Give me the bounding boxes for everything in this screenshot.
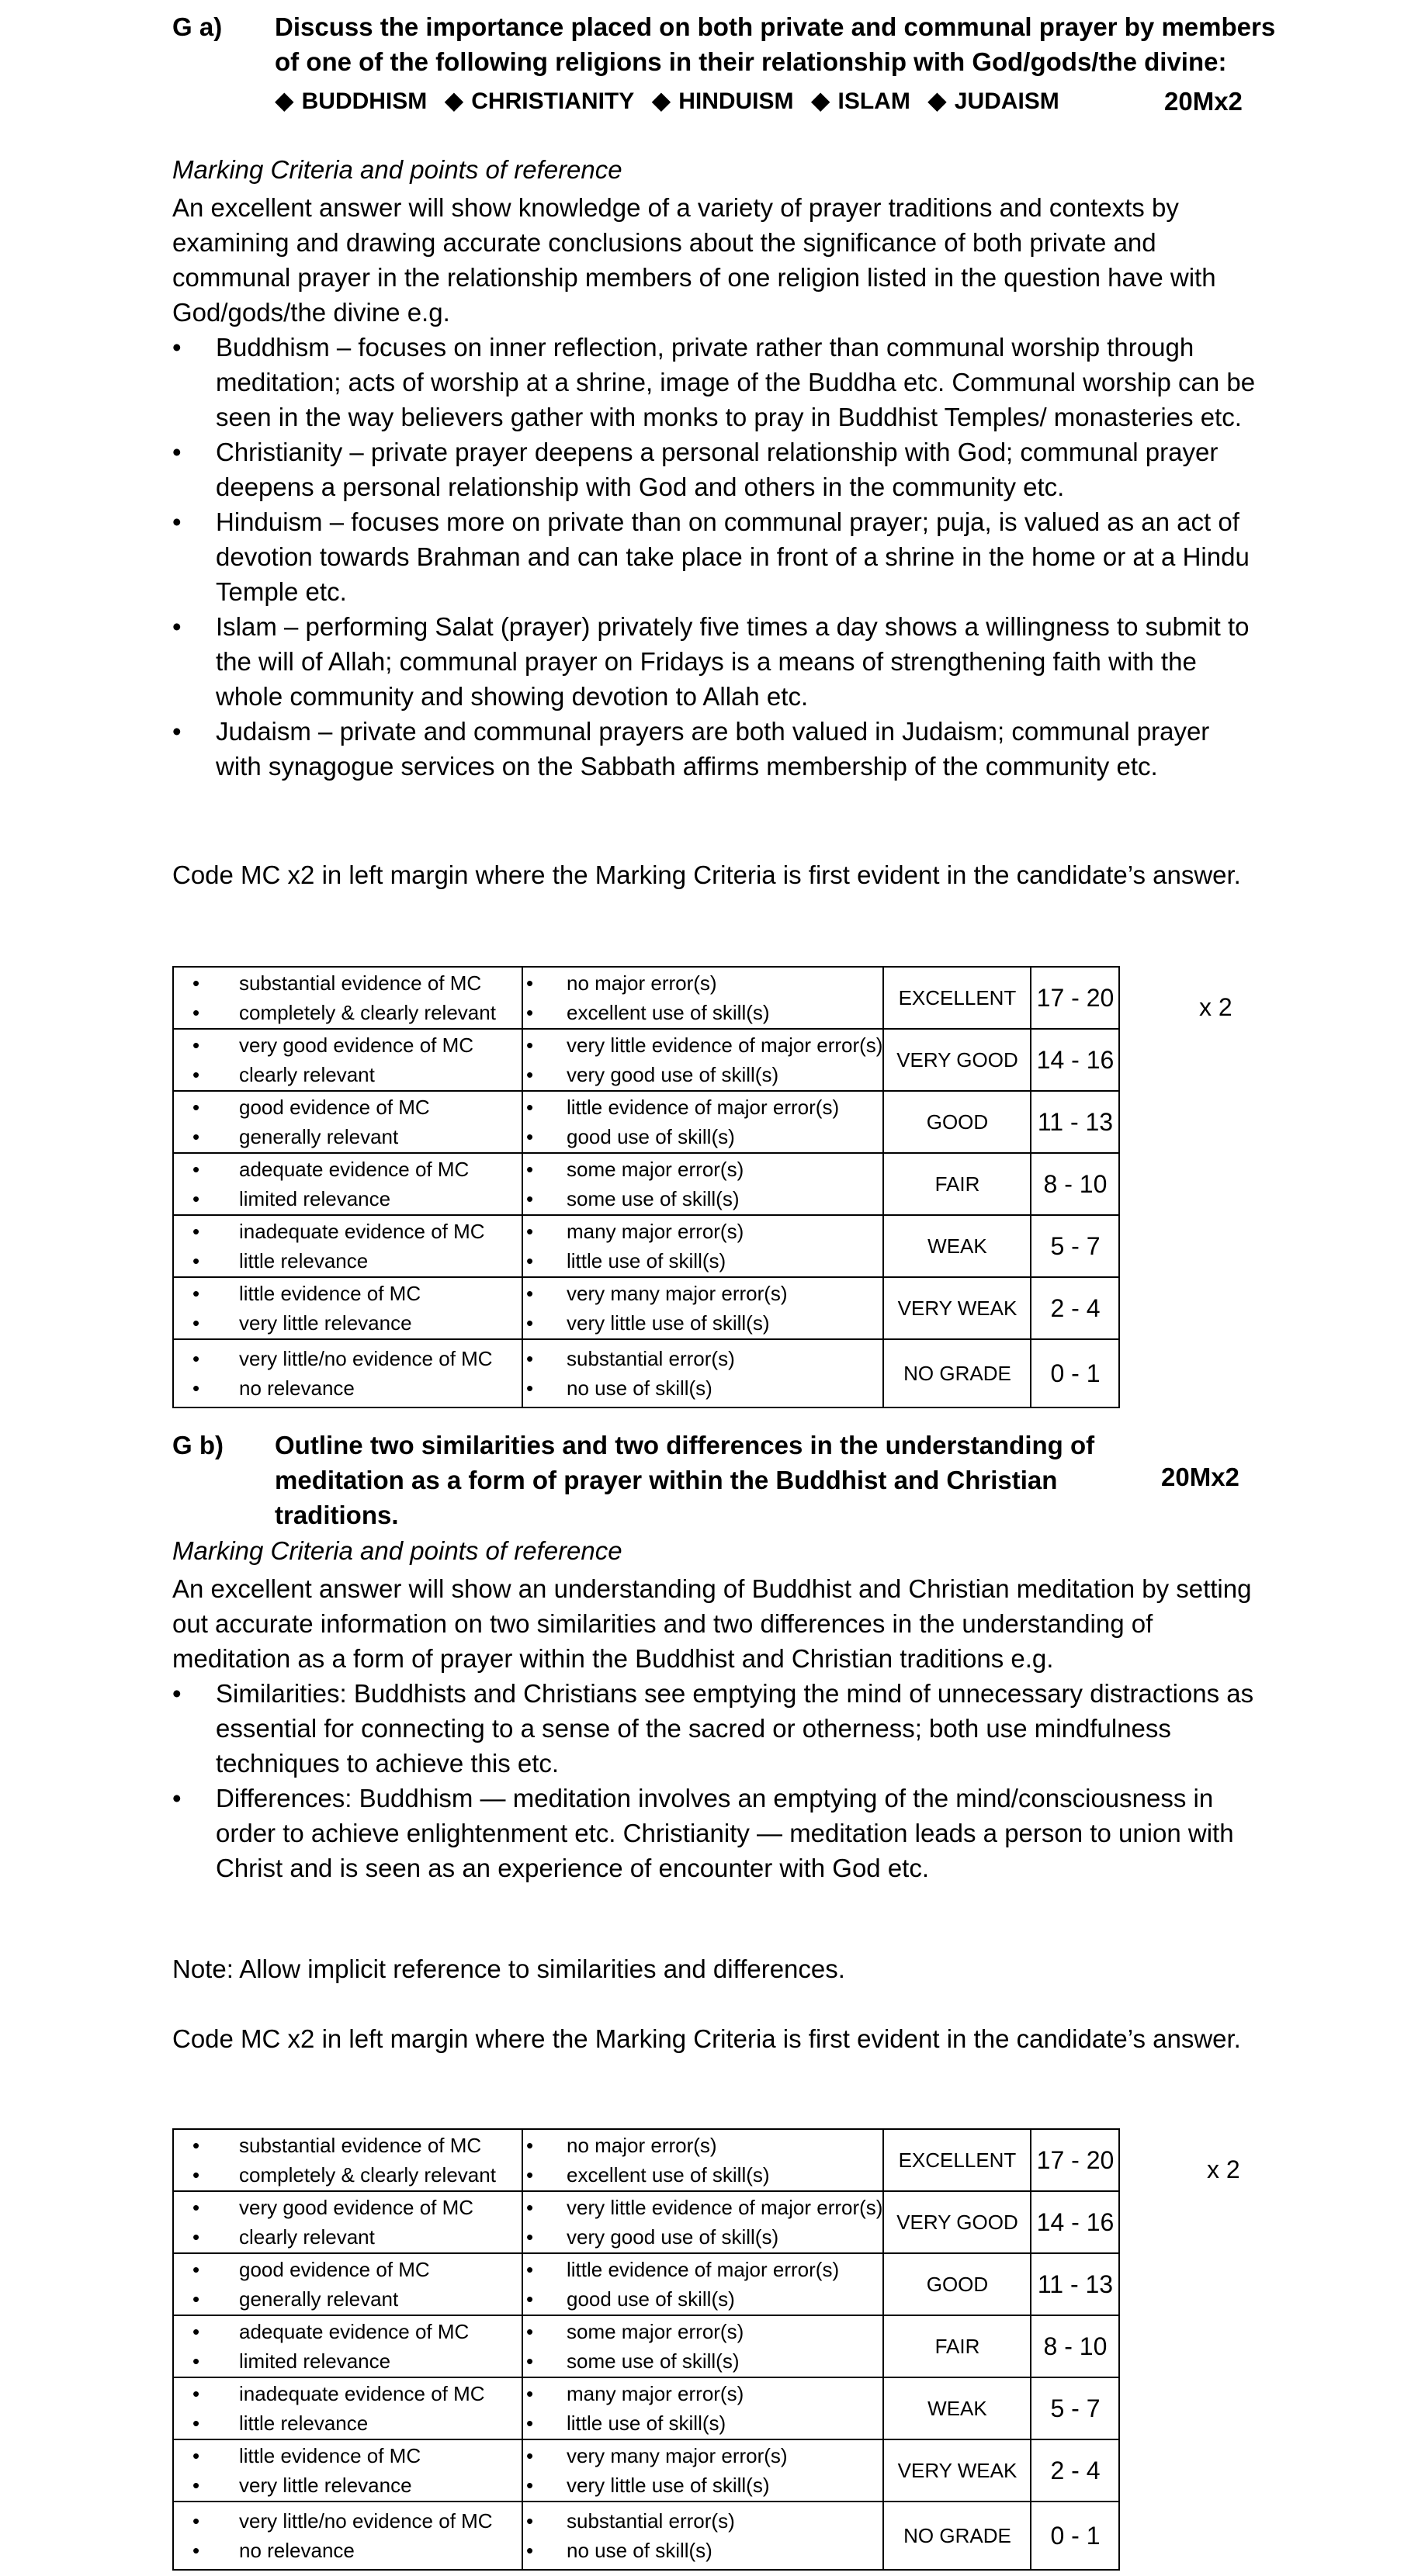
bullet-icon: • — [192, 1001, 200, 1024]
criterion-line — [523, 2255, 882, 2284]
bullet-icon: • — [526, 1376, 534, 1400]
question-b-note: Note: Allow implicit reference to similarities and differences. — [172, 1955, 845, 1983]
criterion-text: very little relevance — [239, 1311, 412, 1335]
criterion-text: completely & clearly relevant — [239, 2163, 496, 2186]
religion-item: ISLAM — [837, 88, 910, 114]
criterion-line — [523, 1184, 882, 1214]
bullet-icon: • — [526, 971, 534, 995]
evidence-cell — [173, 2439, 522, 2502]
criterion-line — [523, 1344, 882, 1373]
list-item — [172, 330, 1259, 435]
criterion-line — [523, 1217, 882, 1246]
criterion-text: no relevance — [239, 1376, 355, 1400]
bullet-icon: • — [172, 507, 182, 536]
criterion-text: limited relevance — [239, 1187, 391, 1210]
question-b-marks: 20Mx2 — [1161, 1463, 1239, 1491]
criterion-text: some major error(s) — [567, 1158, 744, 1181]
criterion-line — [523, 1373, 882, 1403]
criterion-line — [523, 2346, 882, 2376]
table-row — [173, 2191, 1119, 2253]
criterion-text: no relevance — [239, 2539, 355, 2562]
bullet-icon: • — [192, 1034, 200, 1057]
criterion-line — [523, 2317, 882, 2346]
criterion-line — [174, 2284, 522, 2314]
bullet-icon: • — [526, 1282, 534, 1305]
criterion-text: limited relevance — [239, 2349, 391, 2373]
mark-range-cell: 14 - 16 — [1031, 2191, 1119, 2253]
list-item — [172, 504, 1259, 609]
criterion-line — [174, 1092, 522, 1122]
skill-cell — [522, 2377, 883, 2439]
table-row — [173, 2253, 1119, 2315]
table-row — [173, 2129, 1119, 2191]
bullet-icon: • — [526, 1220, 534, 1243]
mark-range-cell: 14 - 16 — [1031, 1029, 1119, 1091]
grade-table-body — [173, 2129, 1119, 2570]
bullet-icon: • — [192, 1096, 200, 1119]
criterion-line — [523, 998, 882, 1027]
skill-cell — [522, 1277, 883, 1339]
bullet-icon: • — [526, 2196, 534, 2219]
bullet-icon: • — [526, 1096, 534, 1119]
criterion-line — [174, 2470, 522, 2500]
criterion-line — [523, 2379, 882, 2408]
criterion-text: very little evidence of major error(s) — [567, 2196, 883, 2219]
skill-cell — [522, 2502, 883, 2570]
mark-range-cell: 5 - 7 — [1031, 1215, 1119, 1277]
mark-range-cell: 5 - 7 — [1031, 2377, 1119, 2439]
criterion-line — [523, 2441, 882, 2470]
criterion-text: little relevance — [239, 1249, 369, 1272]
criterion-text: very good use of skill(s) — [567, 1063, 779, 1086]
criterion-text: clearly relevant — [239, 1063, 375, 1086]
bullet-icon: • — [192, 1376, 200, 1400]
list-item — [172, 714, 1259, 784]
table-row — [173, 1091, 1119, 1153]
criterion-text: substantial error(s) — [567, 2509, 735, 2533]
grade-cell: NO GRADE — [883, 2502, 1031, 2570]
mark-range-cell: 2 - 4 — [1031, 2439, 1119, 2502]
bullet-icon: • — [192, 2320, 200, 2343]
grade-table-body — [173, 967, 1119, 1407]
skill-cell — [522, 1339, 883, 1407]
mark-range-cell: 0 - 1 — [1031, 2502, 1119, 2570]
point-text: Judaism – private and communal prayers are both valued in Judaism; communal prayer with synagogue services on the Sabbath affirms membership of the community etc. — [216, 717, 1210, 781]
mark-range-cell: 2 - 4 — [1031, 1277, 1119, 1339]
grade-cell: VERY GOOD — [883, 2191, 1031, 2253]
grade-cell: WEAK — [883, 1215, 1031, 1277]
bullet-icon: • — [192, 2258, 200, 2281]
criterion-line — [174, 2317, 522, 2346]
criterion-line — [174, 2441, 522, 2470]
bullet-icon: • — [192, 2163, 200, 2186]
bullet-icon: • — [526, 1001, 534, 1024]
criterion-line — [523, 2284, 882, 2314]
criterion-line — [523, 2506, 882, 2536]
bullet-icon: • — [526, 1347, 534, 1370]
evidence-cell — [173, 2191, 522, 2253]
grade-cell: NO GRADE — [883, 1339, 1031, 1407]
grade-cell: EXCELLENT — [883, 967, 1031, 1029]
diamond-icon: ◆ — [275, 86, 294, 114]
criterion-text: very little relevance — [239, 2474, 412, 2497]
religion-item: CHRISTIANITY — [471, 88, 635, 114]
skill-cell — [522, 967, 883, 1029]
criterion-text: very little use of skill(s) — [567, 1311, 770, 1335]
bullet-icon: • — [192, 2225, 200, 2249]
table-row — [173, 1339, 1119, 1407]
criterion-text: very little use of skill(s) — [567, 2474, 770, 2497]
criterion-text: many major error(s) — [567, 2382, 744, 2405]
diamond-icon: ◆ — [810, 86, 830, 114]
skill-cell — [522, 2191, 883, 2253]
point-text: Christianity – private prayer deepens a personal relationship with God; communal prayer deepens a personal relationship with God and others in the community etc. — [216, 438, 1219, 501]
criterion-line — [174, 1122, 522, 1151]
criterion-text: no use of skill(s) — [567, 2539, 712, 2562]
mark-range-cell: 0 - 1 — [1031, 1339, 1119, 1407]
religion-item: BUDDHISM — [301, 88, 428, 114]
criterion-text: some use of skill(s) — [567, 2349, 740, 2373]
bullet-icon: • — [526, 1063, 534, 1086]
bullet-icon: • — [192, 2509, 200, 2533]
criterion-line — [174, 1184, 522, 1214]
bullet-icon: • — [526, 2258, 534, 2281]
criterion-line — [174, 1060, 522, 1089]
evidence-cell — [173, 1339, 522, 1407]
bullet-icon: • — [526, 2225, 534, 2249]
criterion-text: no use of skill(s) — [567, 1376, 712, 1400]
bullet-icon: • — [526, 2509, 534, 2533]
criterion-line — [523, 1122, 882, 1151]
grade-table-b — [172, 2128, 1120, 2571]
criterion-text: excellent use of skill(s) — [567, 2163, 770, 2186]
bullet-icon: • — [526, 2134, 534, 2157]
table-row — [173, 1153, 1119, 1215]
criterion-line — [523, 968, 882, 998]
criterion-line — [174, 1373, 522, 1403]
criterion-text: very little/no evidence of MC — [239, 1347, 493, 1370]
criterion-line — [523, 1030, 882, 1060]
criterion-text: no major error(s) — [567, 971, 717, 995]
bullet-icon: • — [192, 1347, 200, 1370]
bullet-icon: • — [192, 1220, 200, 1243]
table-row — [173, 1277, 1119, 1339]
evidence-cell — [173, 1153, 522, 1215]
question-b-header — [172, 1428, 1274, 1529]
religion-list — [275, 85, 1070, 115]
question-a-intro: An excellent answer will show knowledge of a variety of prayer traditions and contexts by examining and drawing accurate conclusions about the significance of both private and communal prayer in the relationship members of one religion listed in the question have with God/gods/the divine e.g. — [172, 193, 1216, 327]
mark-range-cell: 11 - 13 — [1031, 1091, 1119, 1153]
bullet-icon: • — [526, 2474, 534, 2497]
grade-cell: GOOD — [883, 1091, 1031, 1153]
skill-cell — [522, 2129, 883, 2191]
criterion-line — [174, 1030, 522, 1060]
question-b-criteria-title: Marking Criteria and points of reference — [172, 1536, 622, 1565]
bullet-icon: • — [526, 2163, 534, 2186]
evidence-cell — [173, 967, 522, 1029]
table-row — [173, 2502, 1119, 2570]
grade-cell: GOOD — [883, 2253, 1031, 2315]
question-b-text: Outline two similarities and two differences in the understanding of meditation as a form of prayer within the Buddhist and Christian traditions. — [275, 1431, 1095, 1529]
evidence-cell — [173, 2253, 522, 2315]
criterion-line — [523, 2408, 882, 2438]
evidence-cell — [173, 2502, 522, 2570]
criterion-text: very little evidence of major error(s) — [567, 1034, 883, 1057]
criterion-line — [174, 1279, 522, 1308]
criterion-line — [174, 2255, 522, 2284]
bullet-icon: • — [526, 1249, 534, 1272]
criterion-text: generally relevant — [239, 1125, 399, 1148]
list-item — [172, 435, 1259, 504]
point-text: Islam – performing Salat (prayer) privately five times a day shows a willingness to submit to the will of Allah; communal prayer on Fridays is a means of strengthening faith with the whole community and showing devotion to Allah etc. — [216, 612, 1250, 711]
criterion-line — [523, 2193, 882, 2222]
skill-cell — [522, 2439, 883, 2502]
bullet-icon: • — [192, 2196, 200, 2219]
religion-item: JUDAISM — [954, 88, 1059, 114]
evidence-cell — [173, 1215, 522, 1277]
question-a-marks: 20Mx2 — [1164, 87, 1243, 116]
diamond-icon: ◆ — [651, 86, 671, 114]
criterion-text: some use of skill(s) — [567, 1187, 740, 1210]
criterion-line — [523, 2470, 882, 2500]
criterion-line — [174, 1246, 522, 1276]
religion-item: HINDUISM — [678, 88, 794, 114]
bullet-icon: • — [192, 2474, 200, 2497]
diamond-icon: ◆ — [927, 86, 947, 114]
bullet-icon: • — [526, 2444, 534, 2467]
point-text: Similarities: Buddhists and Christians see emptying the mind of unnecessary distractions as essential for connecting to a sense of the sacred or otherness; both use mindfulness techniques to achieve this etc. — [216, 1679, 1254, 1778]
criterion-text: little use of skill(s) — [567, 2412, 726, 2435]
question-b-intro: An excellent answer will show an understanding of Buddhist and Christian meditation by setting out accurate information on two similarities and two differences in the understanding of meditation as a form of prayer within the Buddhist and Christian traditions e.g. — [172, 1574, 1252, 1673]
criterion-line — [523, 2222, 882, 2252]
grade-cell: VERY WEAK — [883, 1277, 1031, 1339]
bullet-icon: • — [192, 2349, 200, 2373]
multiplier-label: x 2 — [1199, 993, 1232, 1021]
bullet-icon: • — [172, 333, 182, 362]
bullet-icon: • — [172, 717, 182, 746]
criterion-line — [523, 1279, 882, 1308]
criterion-text: some major error(s) — [567, 2320, 744, 2343]
bullet-icon: • — [526, 1034, 534, 1057]
bullet-icon: • — [526, 1158, 534, 1181]
criterion-text: very good evidence of MC — [239, 2196, 474, 2219]
grade-cell: VERY WEAK — [883, 2439, 1031, 2502]
point-text: Hinduism – focuses more on private than on communal prayer; puja, is valued as an act of devotion towards Brahman and can take place in front of a shrine in the home or at a Hindu Temple etc. — [216, 507, 1250, 606]
criterion-text: adequate evidence of MC — [239, 2320, 470, 2343]
table-row — [173, 2315, 1119, 2377]
skill-cell — [522, 2253, 883, 2315]
bullet-icon: • — [526, 2349, 534, 2373]
bullet-icon: • — [526, 1311, 534, 1335]
criterion-line — [174, 1155, 522, 1184]
table-row — [173, 2439, 1119, 2502]
bullet-icon: • — [192, 2412, 200, 2435]
bullet-icon: • — [192, 2539, 200, 2562]
table-row — [173, 1215, 1119, 1277]
criterion-line — [174, 2536, 522, 2565]
criterion-line — [523, 1246, 882, 1276]
criterion-line — [174, 1308, 522, 1338]
criterion-line — [174, 968, 522, 998]
bullet-icon: • — [192, 971, 200, 995]
table-row — [173, 967, 1119, 1029]
criterion-text: clearly relevant — [239, 2225, 375, 2249]
bullet-icon: • — [526, 1125, 534, 1148]
criterion-line — [174, 2408, 522, 2438]
question-b-code-note: Code MC x2 in left margin where the Marking Criteria is first evident in the candidate’s answer. — [172, 2024, 1241, 2053]
skill-cell — [522, 1215, 883, 1277]
bullet-icon: • — [172, 1679, 182, 1708]
criterion-text: no major error(s) — [567, 2134, 717, 2157]
bullet-icon: • — [526, 1187, 534, 1210]
mark-range-cell: 8 - 10 — [1031, 1153, 1119, 1215]
multiplier-label: x 2 — [1207, 2155, 1240, 2183]
criterion-text: little evidence of major error(s) — [567, 1096, 840, 1119]
criterion-line — [523, 2160, 882, 2190]
skill-cell — [522, 1091, 883, 1153]
criterion-line — [174, 1344, 522, 1373]
bullet-icon: • — [192, 1063, 200, 1086]
criterion-line — [523, 2131, 882, 2160]
bullet-icon: • — [526, 2539, 534, 2562]
list-item — [172, 1676, 1259, 1781]
bullet-icon: • — [526, 2320, 534, 2343]
criterion-text: inadequate evidence of MC — [239, 1220, 485, 1243]
skill-cell — [522, 2315, 883, 2377]
mark-range-cell: 17 - 20 — [1031, 2129, 1119, 2191]
criterion-line — [523, 1060, 882, 1089]
table-row — [173, 2377, 1119, 2439]
criterion-line — [174, 2506, 522, 2536]
criterion-text: many major error(s) — [567, 1220, 744, 1243]
bullet-icon: • — [526, 2287, 534, 2311]
criterion-line — [174, 2131, 522, 2160]
criterion-text: generally relevant — [239, 2287, 399, 2311]
question-a-label: G a) — [172, 12, 223, 41]
criterion-text: inadequate evidence of MC — [239, 2382, 485, 2405]
bullet-icon: • — [192, 1158, 200, 1181]
bullet-icon: • — [172, 612, 182, 641]
evidence-cell — [173, 2129, 522, 2191]
question-a-text: Discuss the importance placed on both private and communal prayer by members of one of the following religions in their relationship with God/gods/the divine: — [275, 12, 1276, 76]
criterion-line — [174, 2346, 522, 2376]
criterion-text: substantial error(s) — [567, 1347, 735, 1370]
criterion-line — [523, 1308, 882, 1338]
criterion-text: very good evidence of MC — [239, 1034, 474, 1057]
criterion-line — [174, 2160, 522, 2190]
criterion-text: substantial evidence of MC — [239, 971, 482, 995]
criterion-text: good evidence of MC — [239, 2258, 430, 2281]
question-b-points — [172, 1676, 1259, 1885]
mark-range-cell: 8 - 10 — [1031, 2315, 1119, 2377]
question-a-criteria-title: Marking Criteria and points of reference — [172, 155, 622, 184]
bullet-icon: • — [172, 1784, 182, 1813]
bullet-icon: • — [192, 2287, 200, 2311]
criterion-line — [174, 998, 522, 1027]
bullet-icon: • — [192, 2444, 200, 2467]
question-a-code-note: Code MC x2 in left margin where the Marking Criteria is first evident in the candidate’s answer. — [172, 860, 1241, 889]
skill-cell — [522, 1029, 883, 1091]
criterion-text: little evidence of MC — [239, 2444, 421, 2467]
list-item — [172, 1781, 1259, 1885]
criterion-line — [523, 2536, 882, 2565]
evidence-cell — [173, 2315, 522, 2377]
question-b-label: G b) — [172, 1431, 224, 1459]
point-text: Differences: Buddhism — meditation involves an emptying of the mind/consciousness in order to achieve enlightenment etc. Christianity — meditation leads a person to union with Christ and is seen as an experience of encounter with God etc. — [216, 1784, 1234, 1882]
grade-cell: FAIR — [883, 1153, 1031, 1215]
criterion-text: little evidence of MC — [239, 1282, 421, 1305]
grade-table-a — [172, 966, 1120, 1408]
mark-range-cell: 11 - 13 — [1031, 2253, 1119, 2315]
criterion-text: excellent use of skill(s) — [567, 1001, 770, 1024]
bullet-icon: • — [526, 2382, 534, 2405]
criterion-text: good use of skill(s) — [567, 1125, 735, 1148]
criterion-line — [174, 1217, 522, 1246]
criterion-line — [174, 2193, 522, 2222]
bullet-icon: • — [192, 1282, 200, 1305]
bullet-icon: • — [192, 2382, 200, 2405]
criterion-text: little relevance — [239, 2412, 369, 2435]
bullet-icon: • — [192, 1125, 200, 1148]
criterion-text: completely & clearly relevant — [239, 1001, 496, 1024]
criterion-text: substantial evidence of MC — [239, 2134, 482, 2157]
criterion-text: good evidence of MC — [239, 1096, 430, 1119]
criterion-text: very many major error(s) — [567, 1282, 788, 1305]
grade-cell: FAIR — [883, 2315, 1031, 2377]
grade-cell: WEAK — [883, 2377, 1031, 2439]
question-a-criteria-body — [172, 190, 1259, 784]
list-item — [172, 609, 1259, 714]
criterion-line — [523, 1092, 882, 1122]
question-b-criteria-body — [172, 1571, 1259, 1885]
evidence-cell — [173, 1091, 522, 1153]
bullet-icon: • — [172, 438, 182, 466]
bullet-icon: • — [192, 2134, 200, 2157]
criterion-line — [174, 2379, 522, 2408]
grade-cell: EXCELLENT — [883, 2129, 1031, 2191]
evidence-cell — [173, 2377, 522, 2439]
table-row — [173, 1029, 1119, 1091]
bullet-icon: • — [192, 1187, 200, 1210]
question-a-points — [172, 330, 1259, 784]
grade-cell: VERY GOOD — [883, 1029, 1031, 1091]
criterion-text: very little/no evidence of MC — [239, 2509, 493, 2533]
criterion-text: little use of skill(s) — [567, 1249, 726, 1272]
mark-range-cell: 17 - 20 — [1031, 967, 1119, 1029]
bullet-icon: • — [192, 1311, 200, 1335]
bullet-icon: • — [526, 2412, 534, 2435]
skill-cell — [522, 1153, 883, 1215]
diamond-icon: ◆ — [444, 86, 464, 114]
evidence-cell — [173, 1029, 522, 1091]
criterion-text: adequate evidence of MC — [239, 1158, 470, 1181]
criterion-text: very many major error(s) — [567, 2444, 788, 2467]
criterion-line — [174, 2222, 522, 2252]
evidence-cell — [173, 1277, 522, 1339]
criterion-text: little evidence of major error(s) — [567, 2258, 840, 2281]
criterion-line — [523, 1155, 882, 1184]
criterion-text: very good use of skill(s) — [567, 2225, 779, 2249]
bullet-icon: • — [192, 1249, 200, 1272]
criterion-text: good use of skill(s) — [567, 2287, 735, 2311]
point-text: Buddhism – focuses on inner reflection, private rather than communal worship through meditation; acts of worship at a shrine, image of the Buddha etc. Communal worship can be seen in the way believers gather with monks to pray in Buddhist Temples/ monasteries etc. — [216, 333, 1256, 431]
